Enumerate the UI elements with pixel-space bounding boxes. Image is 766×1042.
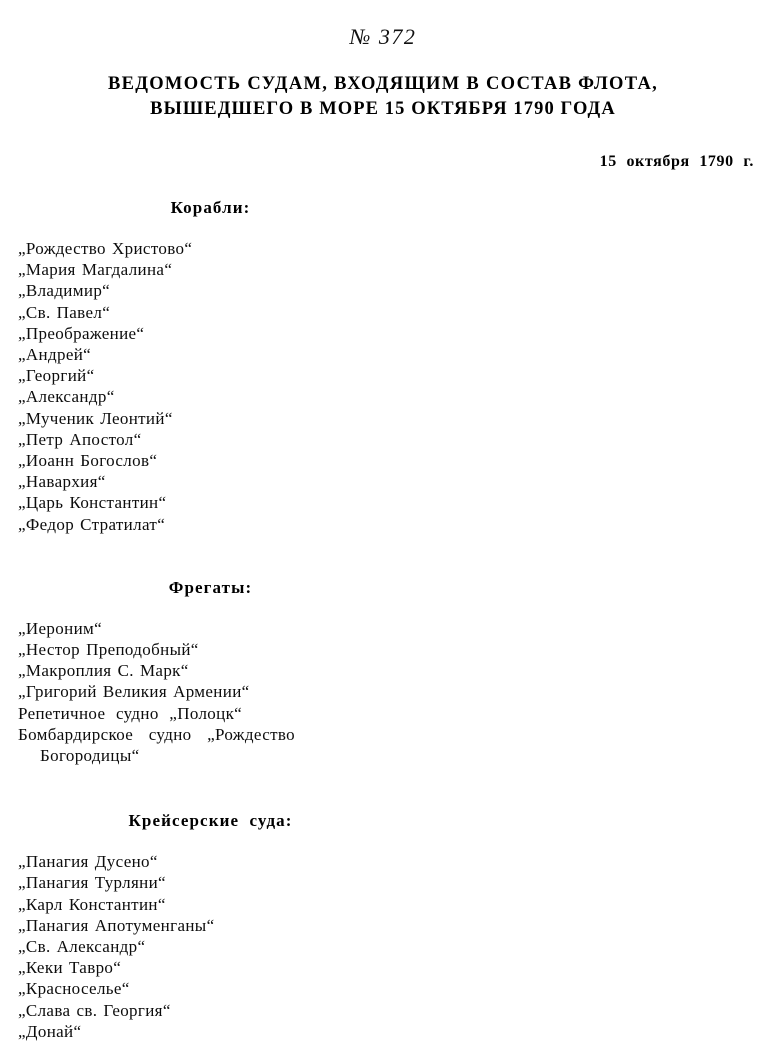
list-item: „Карл Константин“ xyxy=(18,894,166,914)
section-heading-cruisers: Крейсерские суда: xyxy=(128,811,293,831)
list-item: „Царь Константин“ xyxy=(18,493,167,513)
list-item: „Св. Александр“ xyxy=(18,937,146,957)
list-item: „Иоанн Богослов“ xyxy=(18,451,158,471)
document-date: 15 октября 1790 г. xyxy=(599,153,754,170)
wrapped-line-1: Бомбардирское судно „Рождество xyxy=(18,724,296,744)
list-item: „Макроплия С. Марк“ xyxy=(18,661,189,681)
list-item: Репетичное судно „Полоцк“ xyxy=(18,703,243,723)
list-item: „Андрей“ xyxy=(18,345,92,365)
list-item: „Владимир“ xyxy=(18,281,111,301)
list-item: „Рождество Христово“ xyxy=(18,239,193,258)
title-line-1: ВЕДОМОСТЬ СУДАМ, ВХОДЯЩИМ В СОСТАВ ФЛОТА, xyxy=(107,74,659,94)
list-item: „Григорий Великия Армении“ xyxy=(18,682,250,702)
title-line-2: ВЫШЕДШЕГО В МОРЕ 15 ОКТЯБРЯ 1790 ГОДА xyxy=(150,99,616,119)
cruisers-list xyxy=(18,831,766,1042)
section-cruisers xyxy=(0,766,766,1042)
list-item: „Мученик Леонтий“ xyxy=(18,408,173,428)
list-item: „Навархия“ xyxy=(18,472,106,492)
document-number: № 372 xyxy=(349,24,417,49)
list-item: „Панагия Дусено“ xyxy=(18,852,158,872)
list-item: „Георгий“ xyxy=(18,366,95,386)
list-item: „Кеки Тавро“ xyxy=(18,958,122,978)
section-heading-frigates: Фрегаты: xyxy=(168,577,253,597)
wrapped-line-2: Богородицы“ xyxy=(40,746,140,766)
list-item: „Мария Магдалина“ xyxy=(18,260,173,280)
list-item: „Донай“ xyxy=(18,1021,82,1041)
list-item: „Красноселье“ xyxy=(18,979,130,999)
list-item: „Преображение“ xyxy=(18,323,145,343)
list-item: „Федор Стратилат“ xyxy=(18,514,166,534)
list-item: „Св. Павел“ xyxy=(18,302,111,322)
page-title xyxy=(0,50,766,122)
frigates-list xyxy=(18,598,766,766)
list-item: „Панагия Турляни“ xyxy=(18,873,166,893)
section-ships xyxy=(0,171,766,535)
list-item: „Слава св. Георгия“ xyxy=(18,1000,171,1020)
section-frigates xyxy=(0,535,766,766)
section-heading-ships: Корабли: xyxy=(170,198,251,217)
list-item: „Иероним“ xyxy=(18,618,103,638)
list-item-wrapped xyxy=(18,724,418,766)
list-item: „Нестор Преподобный“ xyxy=(18,640,199,660)
list-item: „Панагия Апотуменганы“ xyxy=(18,915,215,935)
list-item: „Петр Апостол“ xyxy=(18,429,142,449)
ships-list xyxy=(18,218,766,535)
list-item: „Александр“ xyxy=(18,387,115,407)
